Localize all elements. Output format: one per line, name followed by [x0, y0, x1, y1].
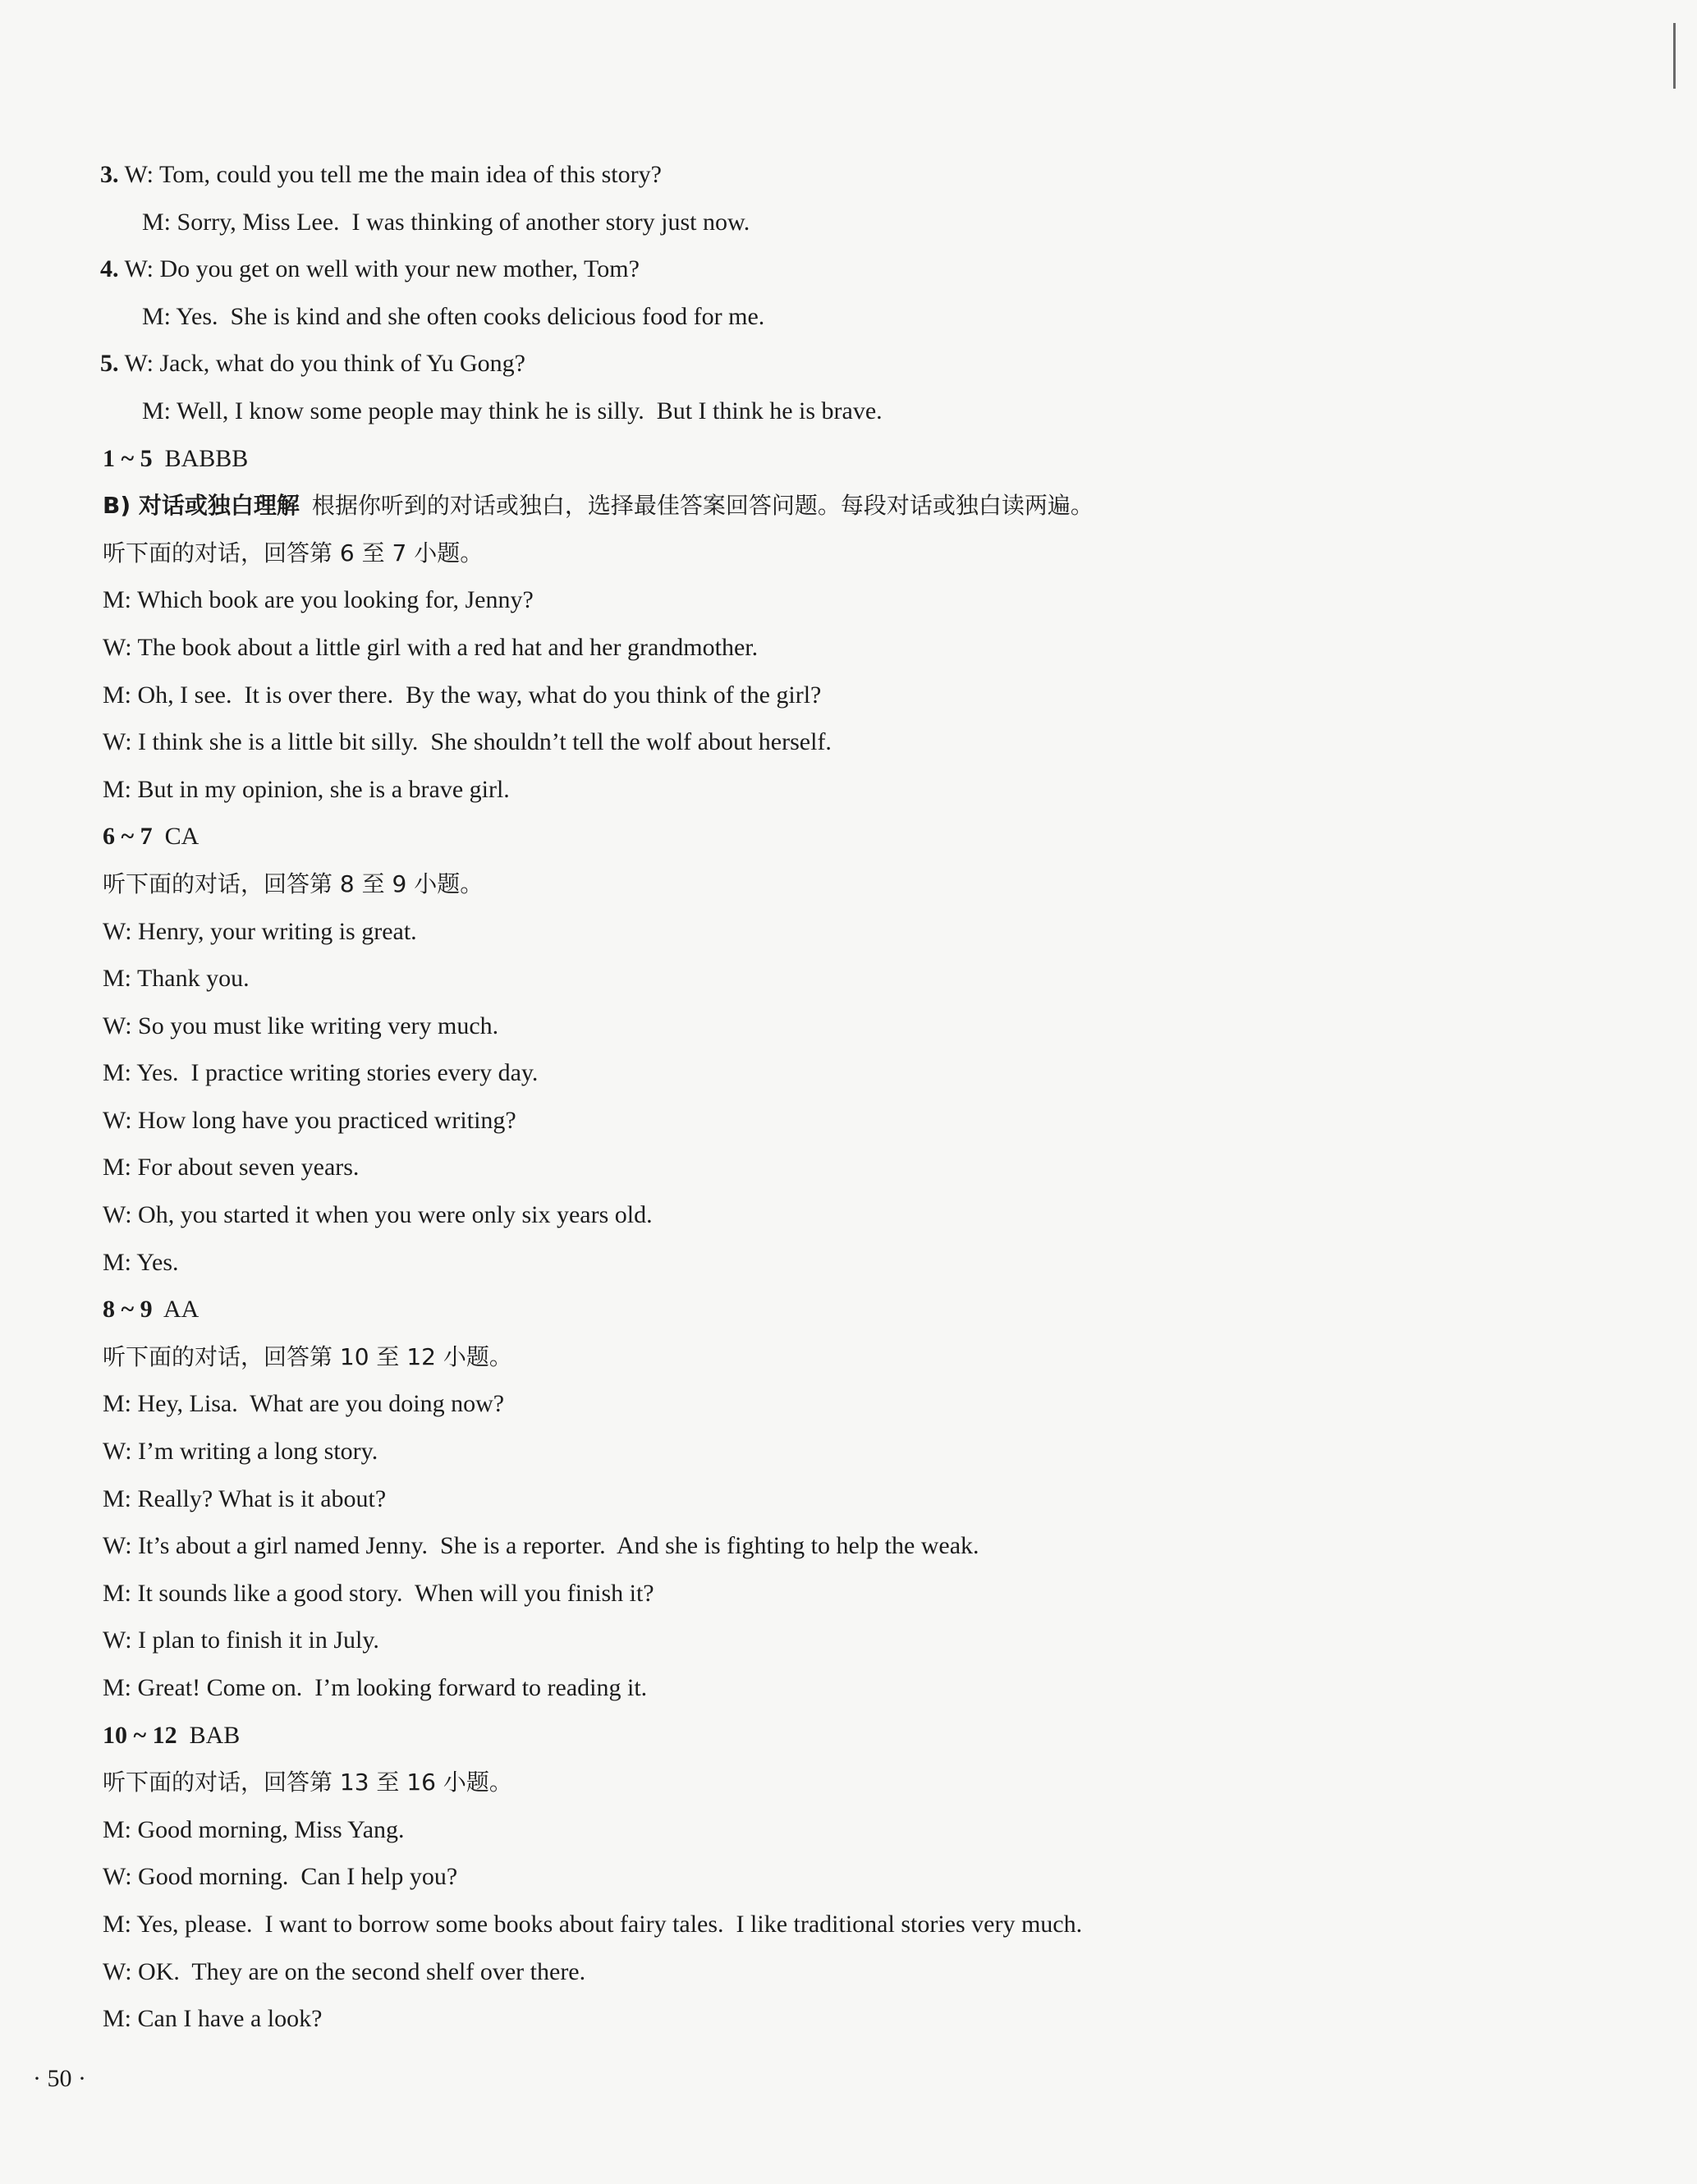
dialogue-prompt: 听下面的对话，回答第 6 至 7 小题。 [103, 539, 484, 567]
answer-value: BAB [189, 1721, 241, 1749]
dialogue-line: W: Jack, what do you think of Yu Gong? [124, 350, 525, 378]
dialogue-line: M: Oh, I see. It is over there. By the way, what do you think of the girl? [103, 681, 822, 709]
page-content [0, 151, 1697, 2043]
question-number: 4. [100, 255, 119, 283]
dialogue-line: M: Yes. [103, 1248, 179, 1276]
section-label: B) 对话或独白理解 [103, 492, 300, 520]
page-number: · 50 · [33, 2065, 86, 2092]
dialogue-line: M: Thank you. [103, 965, 250, 993]
answer-value: CA [164, 823, 200, 851]
dialogue-line: W: OK. They are on the second shelf over there. [103, 1957, 586, 1985]
section-b-heading [0, 482, 1697, 530]
dialogue-line: M: Hey, Lisa. What are you doing now? [103, 1390, 505, 1418]
dialogue-line: M: Sorry, Miss Lee. I was thinking of another story just now. [142, 208, 750, 236]
dialogue-line: W: Good morning. Can I help you? [103, 1863, 458, 1891]
dialogue-prompt: 听下面的对话，回答第 8 至 9 小题。 [103, 869, 484, 897]
dialogue-line: M: For about seven years. [103, 1154, 360, 1181]
answer-value: BABBB [164, 444, 249, 472]
page-edge-mark [1673, 23, 1676, 89]
dialogue-prompt: 听下面的对话，回答第 10 至 12 小题。 [103, 1342, 512, 1370]
dialogue-line: M: Yes, please. I want to borrow some books about fairy tales. I like traditional stories very much. [103, 1910, 1083, 1938]
question-number: 5. [100, 350, 119, 378]
dialogue-line: M: Can I have a look? [103, 2005, 323, 2033]
question-number: 3. [100, 161, 119, 188]
dialogue-line: W: Tom, could you tell me the main idea of this story? [124, 161, 662, 188]
dialogue-line: W: It’s about a girl named Jenny. She is a reporter. And she is fighting to help the weak. [103, 1532, 979, 1560]
dialogue-line: M: Yes. She is kind and she often cooks delicious food for me. [142, 302, 765, 330]
dialogue-line: W: The book about a little girl with a red hat and her grandmother. [103, 633, 759, 661]
dialogue-line: W: I plan to finish it in July. [103, 1627, 379, 1654]
answer-value: AA [163, 1296, 200, 1324]
answer-range: 6 ~ 7 [103, 823, 153, 851]
dialogue-line: M: Yes. I practice writing stories every day. [103, 1059, 539, 1087]
answer-6-7 [0, 813, 1697, 860]
question-5 [0, 340, 1697, 388]
dialogue-line: M: Really? What is it about? [103, 1484, 387, 1512]
dialogue-line: M: Which book are you looking for, Jenny? [103, 586, 534, 614]
section-instructions: 根据你听到的对话或独白，选择最佳答案回答问题。每段对话或独白读两遍。 [311, 492, 1094, 520]
dialogue-prompt: 听下面的对话，回答第 13 至 16 小题。 [103, 1769, 512, 1796]
dialogue-line: W: Do you get on well with your new mother, Tom? [124, 255, 640, 283]
dialogue-line: W: I’m writing a long story. [103, 1438, 378, 1466]
question-4 [0, 245, 1697, 293]
dialogue-line: M: It sounds like a good story. When will you finish it? [103, 1579, 654, 1607]
answer-range: 10 ~ 12 [103, 1721, 177, 1749]
dialogue-line: W: How long have you practiced writing? [103, 1106, 516, 1134]
dialogue-line: W: Oh, you started it when you were only six years old. [103, 1201, 653, 1229]
dialogue-line: W: Henry, your writing is great. [103, 917, 417, 945]
dialogue-line: M: But in my opinion, she is a brave girl. [103, 775, 510, 803]
answer-10-12 [0, 1712, 1697, 1760]
answer-range: 8 ~ 9 [103, 1296, 153, 1324]
dialogue-line: M: Good morning, Miss Yang. [103, 1815, 405, 1843]
question-3 [0, 151, 1697, 199]
dialogue-line: W: So you must like writing very much. [103, 1012, 499, 1039]
answer-1-5 [0, 435, 1697, 483]
answer-range: 1 ~ 5 [103, 444, 153, 472]
dialogue-line: M: Well, I know some people may think he is silly. But I think he is brave. [142, 397, 883, 424]
dialogue-line: W: I think she is a little bit silly. She shouldn’t tell the wolf about herself. [103, 728, 832, 756]
dialogue-line: M: Great! Come on. I’m looking forward to reading it. [103, 1674, 648, 1701]
answer-8-9 [0, 1286, 1697, 1333]
